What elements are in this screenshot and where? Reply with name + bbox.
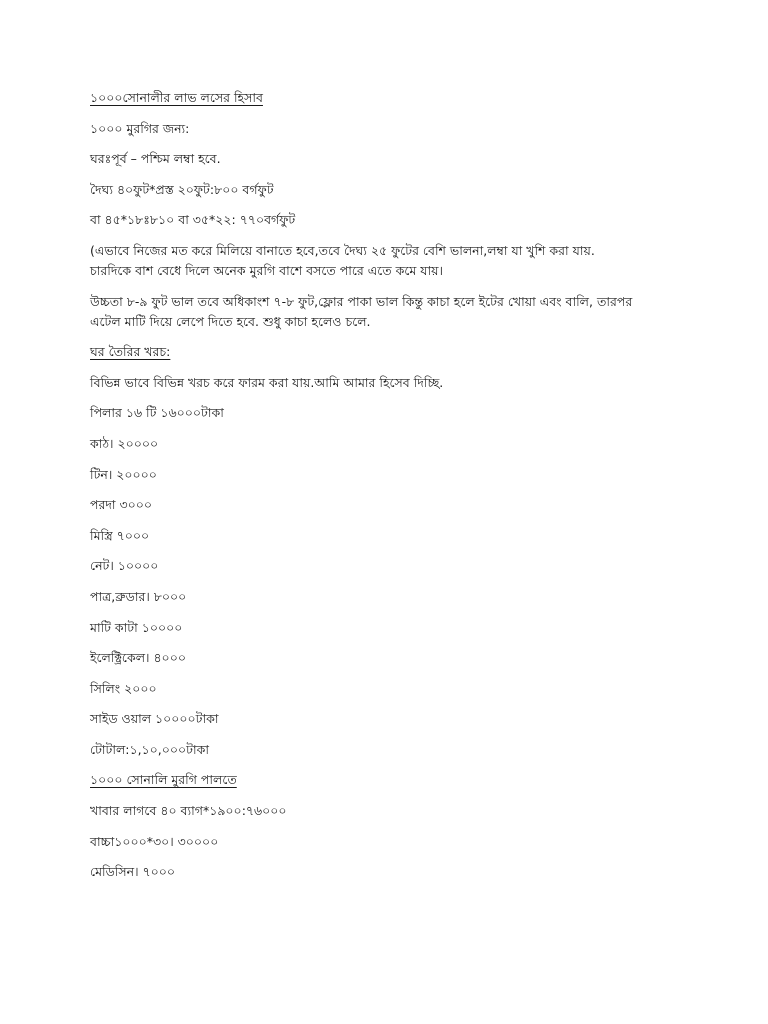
- rearing-heading: ১০০০ সোনালি মুরগি পালতে: [90, 772, 237, 788]
- dimension-line-1: দৈঘ্য ৪০ফুট*প্রস্ত ২০ফুট:৮০০ বর্গফুট: [90, 181, 274, 197]
- rearing-item: খাবার লাগবে ৪০ ব্যাগ*১৯০০:৭৬০০০: [90, 803, 287, 819]
- dimension-line-2: বা ৪৫*১৮ঃ৮১০ বা ৩৫*২২: ৭৭০বর্গফুট: [90, 212, 296, 228]
- cost-total: টোটাল:১,১০,০০০টাকা: [90, 741, 209, 757]
- construction-intro: বিভিন্ন ভাবে বিভিন্ন খরচ করে ফারম করা যায়.আমি আমার হিসেব দিচ্ছি.: [90, 374, 444, 390]
- note-paragraph: [90, 241, 690, 281]
- height-line-2: এটেল মাটি দিয়ে লেপে দিতে হবে. শুধু কাচা হলেও চলে.: [90, 313, 371, 329]
- rearing-item: মেডিসিন। ৭০০০: [90, 864, 176, 880]
- rearing-item: বাচ্চা১০০০*৩০। ৩০০০০: [90, 833, 219, 849]
- document-title: ১০০০সোনালীর লাভ লসের হিসাব: [90, 90, 263, 105]
- construction-heading: ঘর তৈরির খরচ:: [90, 344, 171, 360]
- note-line-2: চারদিকে বাশ বেধে দিলে অনেক মুরগি বাশে বসতে পারে এতে কমে যায়।: [90, 262, 443, 278]
- cost-item: টিন। ২০০০০: [90, 466, 157, 482]
- cost-item: নেট। ১০০০০: [90, 558, 159, 574]
- cost-item: মাটি কাটা ১০০০০: [90, 619, 183, 635]
- document-page: [90, 88, 690, 893]
- cost-item: সাইড ওয়াল ১০০০০টাকা: [90, 711, 219, 727]
- cost-item: সিলিং ২০০০: [90, 680, 157, 696]
- note-line-1: (এভাবে নিজের মত করে মিলিয়ে বানাতে হবে,তবে দৈঘ্য ২৫ ফুটের বেশি ভালনা,লম্বা যা খুশি করা যায়.: [90, 242, 595, 258]
- house-direction-line: ঘরঃপূর্ব – পশ্চিম লম্বা হবে.: [90, 151, 221, 167]
- cost-item: কাঠ। ২০০০০: [90, 435, 159, 451]
- cost-item: পরদা ৩০০০: [90, 497, 153, 513]
- cost-item: ইলেক্ট্রিকেল। ৪০০০: [90, 650, 186, 666]
- height-line-1: উচ্চতা ৮-৯ ফুট ভাল তবে অধিকাংশ ৭-৮ ফুট,ফ্লোর পাকা ভাল কিন্তু কাচা হলে ইটের খোয়া এবং বালি, তারপর: [90, 293, 633, 309]
- cost-item: পিলার ১৬ টি ১৬০০০টাকা: [90, 405, 224, 421]
- cost-item: মিস্ত্রি ৭০০০: [90, 527, 150, 543]
- cost-item: পাত্র,ব্রুডার। ৮০০০: [90, 588, 187, 604]
- height-paragraph: [90, 292, 690, 332]
- for-birds-line: ১০০০ মুরগির জন্য:: [90, 120, 190, 136]
